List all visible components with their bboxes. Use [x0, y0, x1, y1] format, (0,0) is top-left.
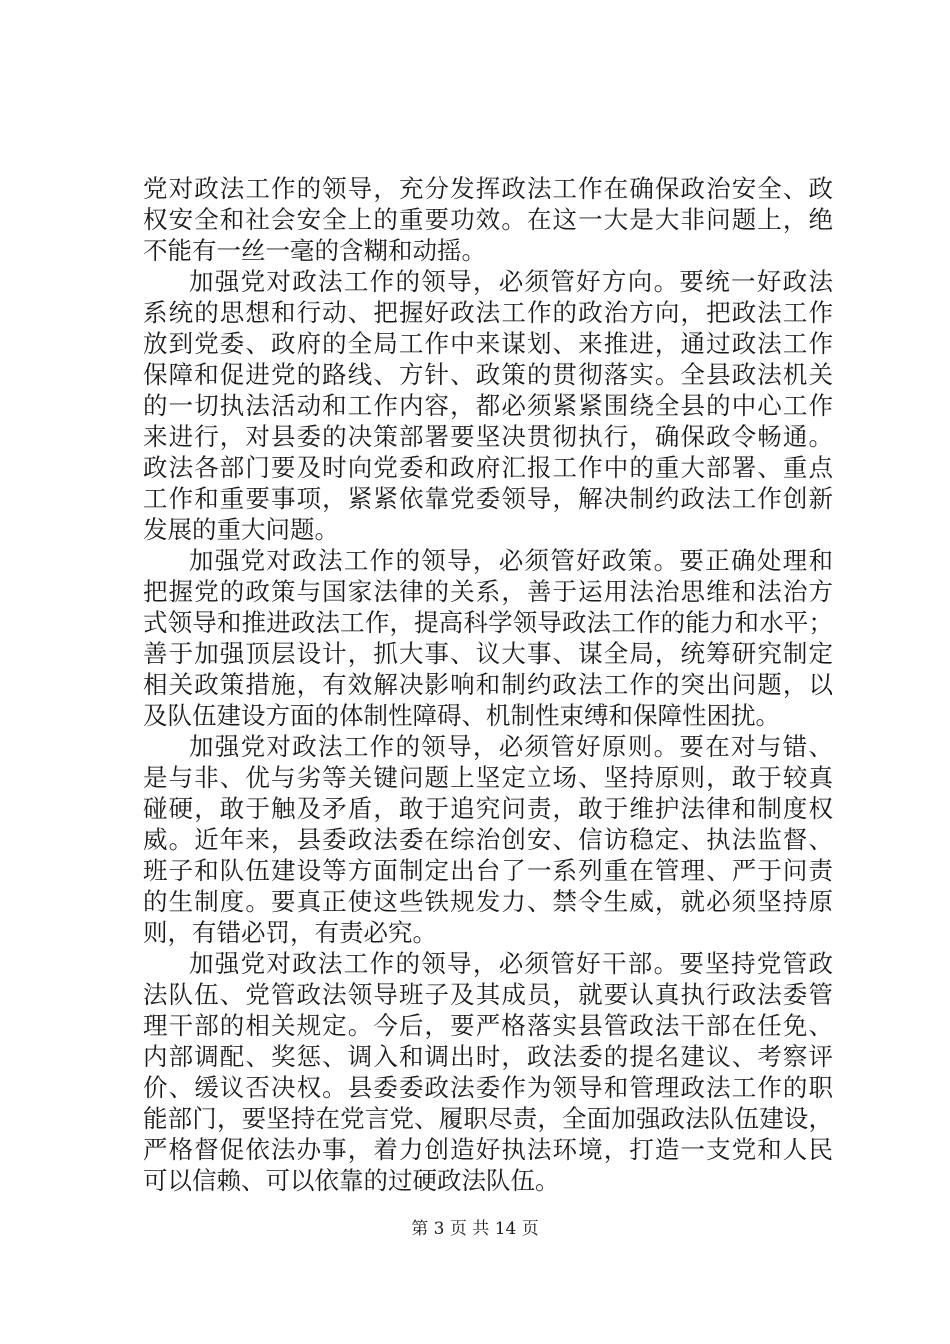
text-line: 保障和促进党的路线、方针、政策的贯彻落实。全县政法机关 [143, 360, 833, 389]
text-line: 严格督促依法办事，着力创造好执法环境，打造一支党和人民 [143, 1135, 833, 1164]
text-line: 能部门，要坚持在党言党、履职尽责，全面加强政法队伍建设， [143, 1104, 833, 1133]
text-line: 发展的重大问题。 [143, 515, 339, 544]
text-line: 班子和队伍建设等方面制定出台了一系列重在管理、严于问责 [143, 856, 833, 885]
paragraph-first-line: 加强党对政法工作的领导，必须管好干部。要坚持党管政 [189, 949, 833, 978]
text-line: 威。近年来，县委政法委在综治创安、信访稳定、执法监督、 [143, 825, 833, 854]
text-line: 放到党委、政府的全局工作中来谋划、来推进，通过政法工作 [143, 329, 833, 358]
page-footer: 第 3 页 共 14 页 [411, 1219, 539, 1239]
text-line: 的一切执法活动和工作内容，都必须紧紧围绕全县的中心工作 [143, 391, 833, 420]
text-line: 则，有错必罚，有责必究。 [143, 918, 437, 947]
text-line: 碰硬，敢于触及矛盾，敢于追究问责，敢于维护法律和制度权 [143, 794, 833, 823]
text-line: 不能有一丝一毫的含糊和动摇。 [143, 236, 486, 265]
text-line: 政法各部门要及时向党委和政府汇报工作中的重大部署、重点 [143, 453, 833, 482]
text-line: 把握党的政策与国家法律的关系，善于运用法治思维和法治方 [143, 577, 833, 606]
text-line: 相关政策措施，有效解决影响和制约政法工作的突出问题，以 [143, 670, 833, 699]
text-line: 及队伍建设方面的体制性障碍、机制性束缚和保障性困扰。 [143, 701, 780, 730]
paragraph-first-line: 加强党对政法工作的领导，必须管好政策。要正确处理和 [189, 546, 833, 575]
text-line: 权安全和社会安全上的重要功效。在这一大是大非问题上，绝 [143, 205, 833, 234]
text-line: 理干部的相关规定。今后，要严格落实县管政法干部在任免、 [143, 1011, 833, 1040]
paragraph-first-line: 加强党对政法工作的领导，必须管好方向。要统一好政法 [189, 267, 833, 296]
text-line: 价、缓议否决权。县委委政法委作为领导和管理政法工作的职 [143, 1073, 833, 1102]
text-line: 系统的思想和行动、把握好政法工作的政治方向，把政法工作 [143, 298, 833, 327]
paragraph-first-line: 加强党对政法工作的领导，必须管好原则。要在对与错、 [189, 732, 833, 761]
text-line: 党对政法工作的领导，充分发挥政法工作在确保政治安全、政 [143, 174, 833, 203]
document-body [143, 173, 833, 1196]
text-line: 可以信赖、可以依靠的过硬政法队伍。 [143, 1166, 560, 1195]
text-line: 工作和重要事项，紧紧依靠党委领导，解决制约政法工作创新 [143, 484, 833, 513]
text-line: 是与非、优与劣等关键问题上坚定立场、坚持原则，敢于较真 [143, 763, 833, 792]
text-line: 内部调配、奖惩、调入和调出时，政法委的提名建议、考察评 [143, 1042, 833, 1071]
text-line: 善于加强顶层设计，抓大事、议大事、谋全局，统筹研究制定 [143, 639, 833, 668]
text-line: 式领导和推进政法工作，提高科学领导政法工作的能力和水平； [143, 608, 833, 637]
text-line: 来进行，对县委的决策部署要坚决贯彻执行，确保政令畅通。 [143, 422, 833, 451]
text-line: 的生制度。要真正使这些铁规发力、禁令生威，就必须坚持原 [143, 887, 833, 916]
text-line: 法队伍、党管政法领导班子及其成员，就要认真执行政法委管 [143, 980, 833, 1009]
